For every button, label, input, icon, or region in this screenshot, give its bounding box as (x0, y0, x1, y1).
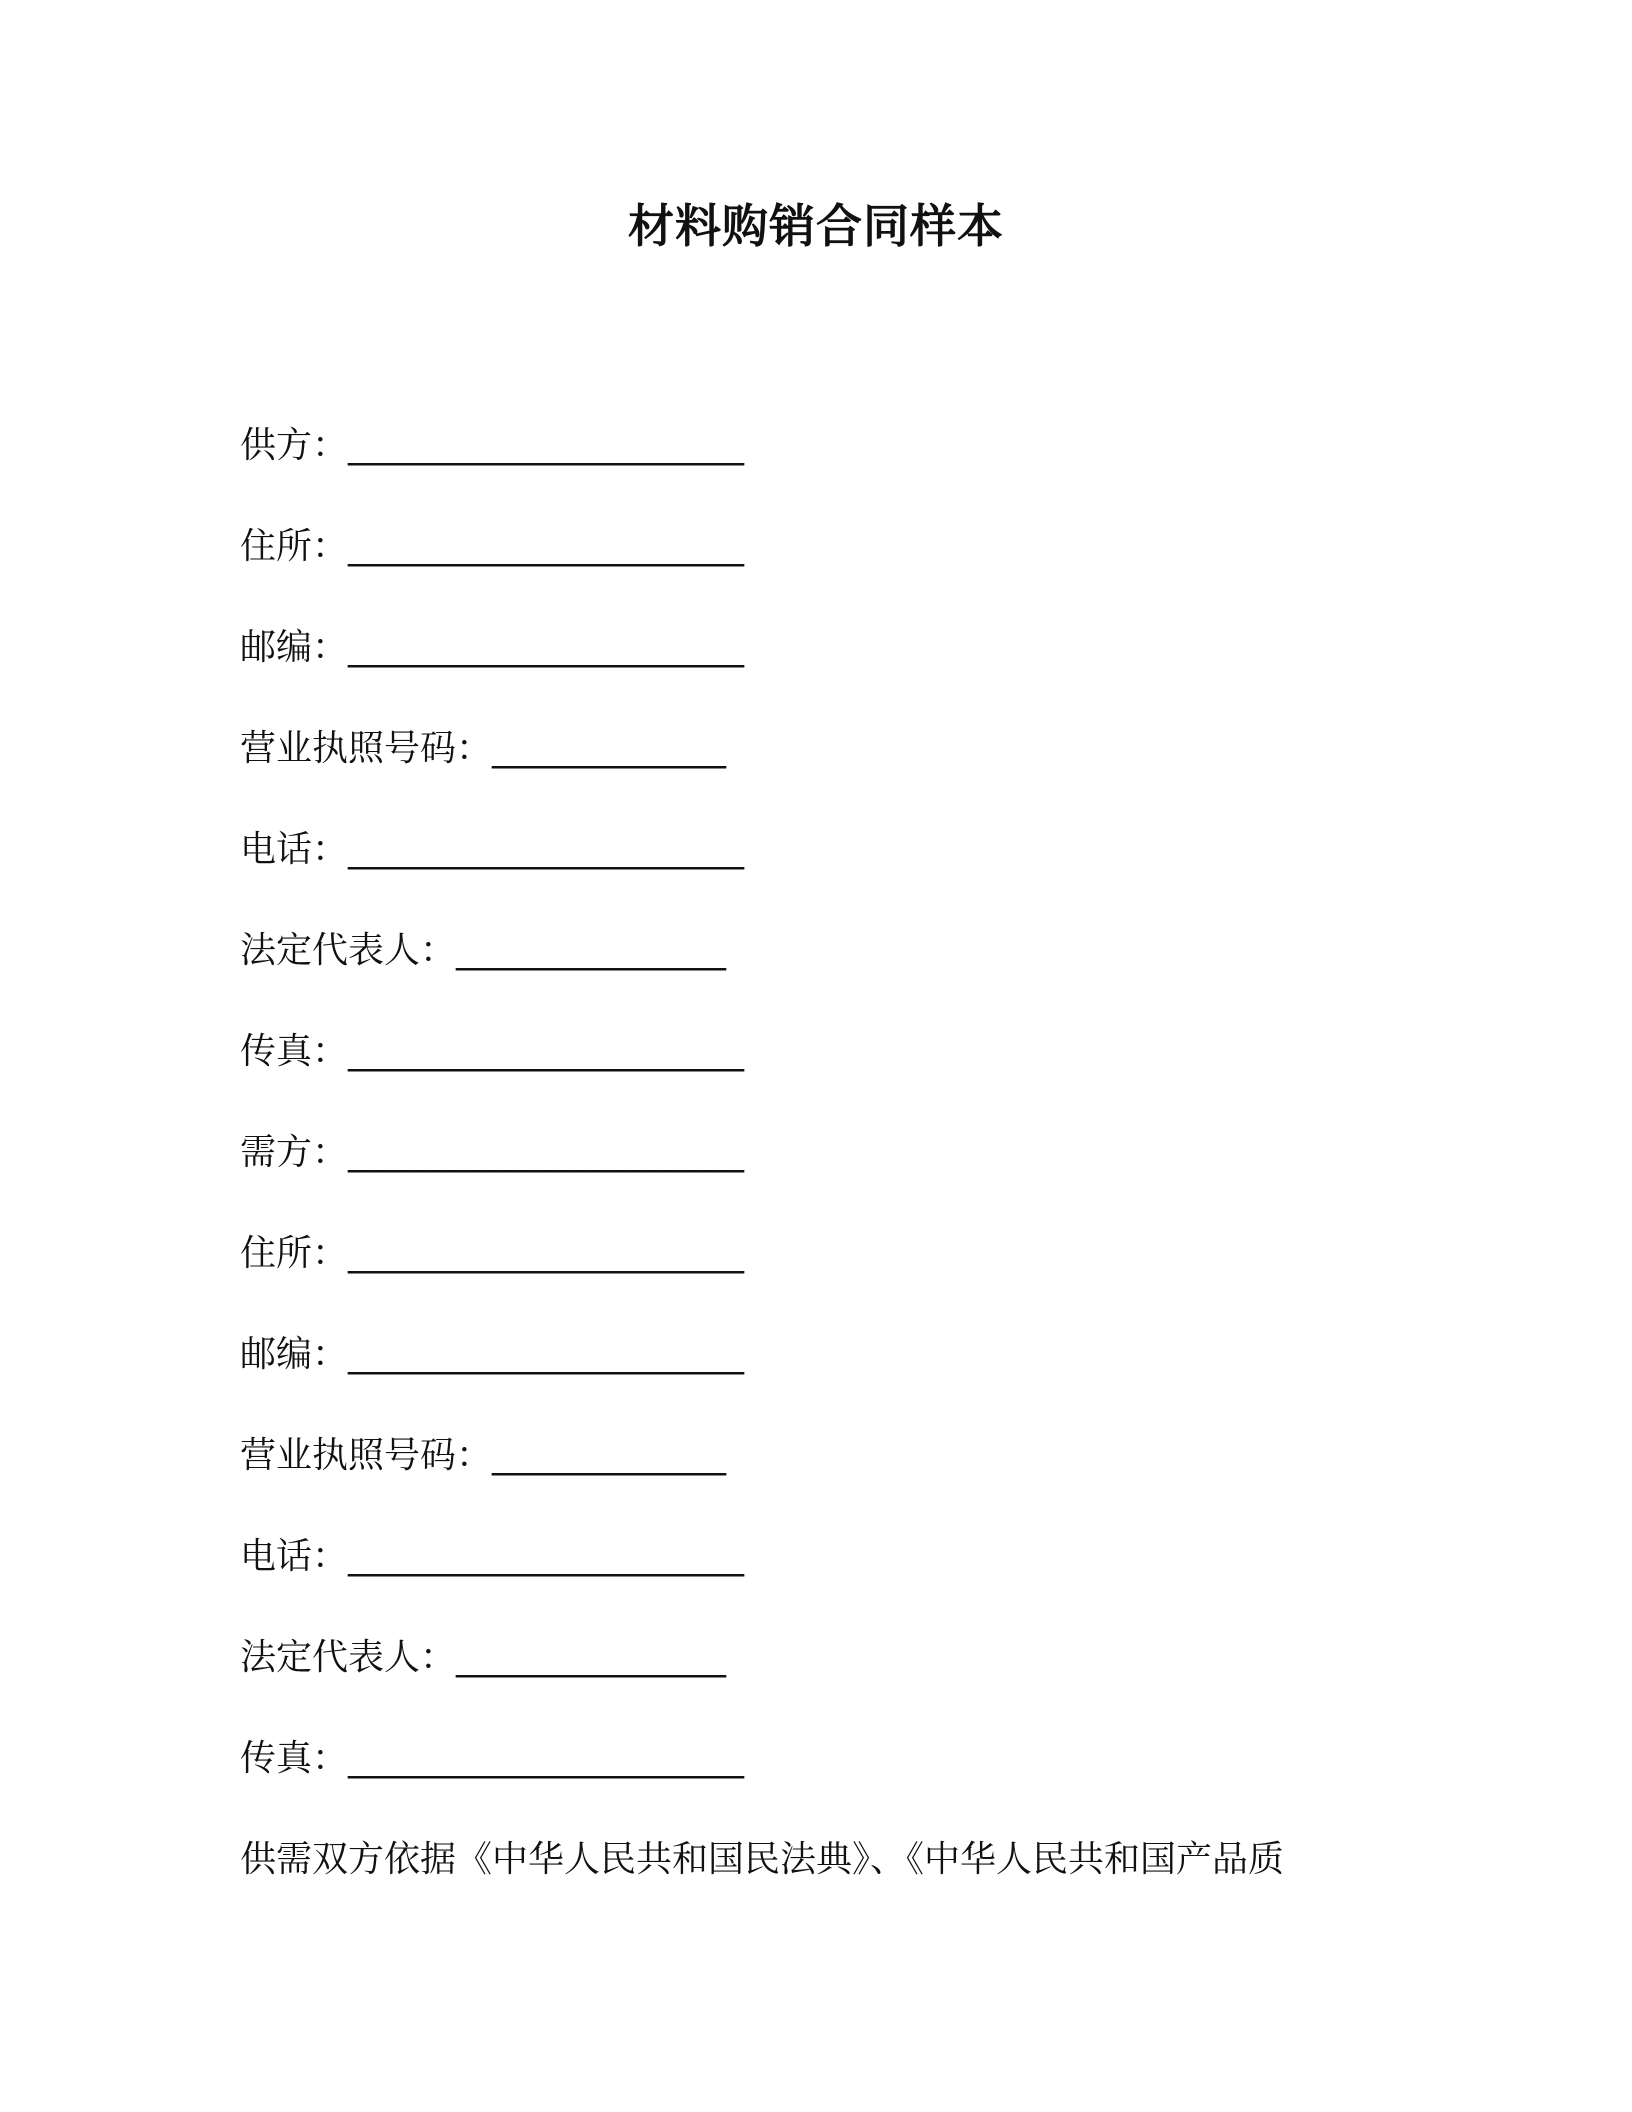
field-blank-line: ______________________ (348, 526, 745, 567)
field-label: 需方： (240, 1132, 349, 1173)
field-label: 邮编： (240, 1334, 349, 1375)
party-info-list (240, 420, 1440, 1834)
supplier-legal-rep-field (240, 925, 1440, 1026)
buyer-postcode-field (240, 1329, 1440, 1430)
field-label: 传真： (240, 1738, 349, 1779)
field-blank-line: _____________ (492, 1435, 727, 1476)
field-label: 法定代表人： (240, 1637, 457, 1678)
field-label: 法定代表人： (240, 930, 457, 971)
buyer-license-field (240, 1430, 1440, 1531)
document-title: 材料购销合同样本 (628, 199, 1004, 253)
field-blank-line: ______________________ (348, 1233, 745, 1274)
buyer-fax-field (240, 1733, 1440, 1834)
field-blank-line: ______________________ (348, 1031, 745, 1072)
buyer-name-field (240, 1127, 1440, 1228)
field-blank-line: ______________________ (348, 1536, 745, 1577)
supplier-license-field (240, 723, 1440, 824)
supplier-address-field (240, 521, 1440, 622)
field-label: 营业执照号码： (240, 728, 493, 769)
field-blank-line: ______________________ (348, 1738, 745, 1779)
contract-preamble-paragraph: 供需双方依据《中华人民共和国民法典》、《中华人民共和国产品质 (240, 1839, 1285, 1880)
field-blank-line: _____________ (492, 728, 727, 769)
buyer-phone-field (240, 1531, 1440, 1632)
field-blank-line: ______________________ (348, 1334, 745, 1375)
buyer-address-field (240, 1228, 1440, 1329)
field-blank-line: ______________________ (348, 1132, 745, 1173)
field-label: 住所： (240, 1233, 349, 1274)
field-label: 邮编： (240, 627, 349, 668)
field-blank-line: ______________________ (348, 829, 745, 870)
field-blank-line: ______________________ (348, 627, 745, 668)
supplier-name-field (240, 420, 1440, 521)
field-label: 电话： (240, 1536, 349, 1577)
field-blank-line: _______________ (456, 930, 727, 971)
buyer-legal-rep-field (240, 1632, 1440, 1733)
supplier-phone-field (240, 824, 1440, 925)
supplier-fax-field (240, 1026, 1440, 1127)
field-label: 营业执照号码： (240, 1435, 493, 1476)
field-label: 住所： (240, 526, 349, 567)
field-label: 供方： (240, 425, 349, 466)
field-label: 电话： (240, 829, 349, 870)
field-blank-line: _______________ (456, 1637, 727, 1678)
field-blank-line: ______________________ (348, 425, 745, 466)
field-label: 传真： (240, 1031, 349, 1072)
supplier-postcode-field (240, 622, 1440, 723)
